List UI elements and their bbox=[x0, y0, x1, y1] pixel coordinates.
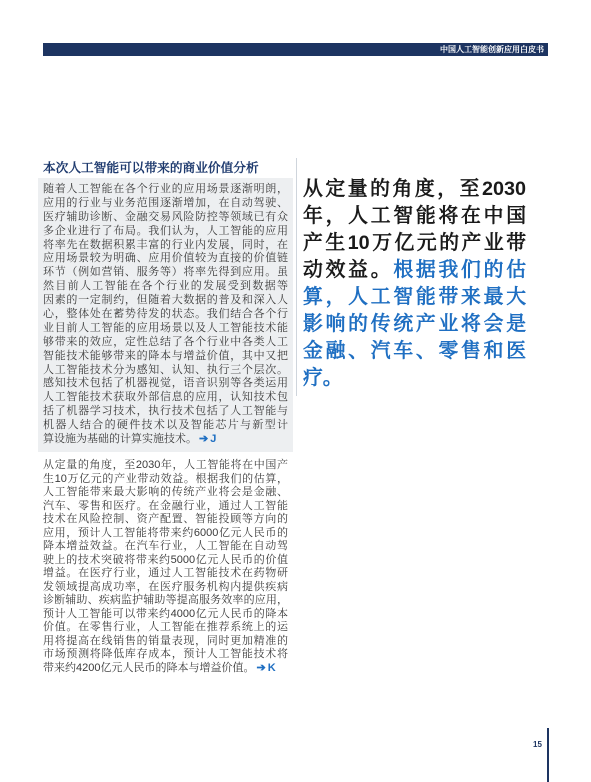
pull-quote-line bbox=[303, 338, 526, 365]
text-line: 感知技术包括了机器视觉，语音识别等各类运用 bbox=[43, 377, 288, 390]
text-line: 智能技术能够带来的降本与增益价值，其中又把 bbox=[43, 349, 288, 362]
text-line bbox=[43, 433, 288, 447]
text-line: 汽车、零售和医疗。在金融行业，通过人工智能 bbox=[43, 499, 288, 512]
highlight-box bbox=[38, 178, 293, 452]
body-paragraph-lines bbox=[43, 459, 288, 662]
exhibit-reference-label: J bbox=[210, 433, 217, 446]
text-line: 预计人工智能可以带来约4000亿元人民币的降本 bbox=[43, 607, 288, 620]
text-line: 市场预测将降低库存成本，预计人工智能技术将 bbox=[43, 648, 288, 660]
pull-quote-line bbox=[303, 257, 526, 284]
text-line-content: 带来约4200亿元人民币的降本与增益价值。 bbox=[43, 661, 255, 674]
pull-quote-highlight: 算，人工智能带来最大 bbox=[303, 286, 526, 308]
text-line: 随着人工智能在各个行业的应用场景逐渐明朗， bbox=[43, 183, 288, 195]
text-line: 将率先在数据积累丰富的行业内发展，同时，在 bbox=[43, 238, 288, 251]
pull-quote bbox=[303, 176, 526, 392]
exhibit-reference-label: K bbox=[267, 661, 276, 674]
text-line: 应用，预计人工智能将带来约6000亿元人民币的 bbox=[43, 526, 288, 539]
text-line: 心，整体处在蓄势待发的状态。我们结合各个行 bbox=[43, 308, 288, 321]
text-line: 从定量的角度，至2030年，人工智能将在中国产 bbox=[43, 459, 288, 471]
exhibit-reference-link-j[interactable] bbox=[197, 433, 216, 445]
text-line: 人工智能技术获取外部信息的应用，认知技术包 bbox=[43, 391, 288, 404]
text-line: 生10万亿元的产业带动效益。根据我们的估算， bbox=[43, 472, 288, 485]
page-number: 15 bbox=[533, 740, 542, 749]
pull-quote-line bbox=[303, 284, 526, 311]
text-line: 用将提高在线销售的销量表现，同时更加精准的 bbox=[43, 634, 288, 647]
text-line: 业目前人工智能的应用场景以及人工智能技术能 bbox=[43, 321, 288, 334]
text-line: 应用场景较为明确、应用价值较为直接的价值链 bbox=[43, 252, 288, 265]
text-line: 发领域提高成功率，在医疗服务机构内提供疾病 bbox=[43, 580, 288, 593]
pull-quote-highlight: 金融、汽车、零售和医 bbox=[303, 340, 526, 362]
section-heading: 本次人工智能可以带来的商业价值分析 bbox=[43, 161, 259, 175]
text-line: 医疗辅助诊断、金融交易风险防控等领域已有众 bbox=[43, 210, 288, 223]
page-number-rule bbox=[547, 728, 549, 782]
pull-quote-highlight: 根据我们的估 bbox=[393, 259, 526, 281]
text-line: 应用的行业与业务范围逐渐增加，在自动驾驶、 bbox=[43, 196, 288, 209]
pull-quote-text: 产生10万亿元的产业带 bbox=[303, 232, 526, 254]
pull-quote-line bbox=[303, 365, 526, 392]
text-line: 价值。在零售行业，人工智能在推荐系统上的运 bbox=[43, 621, 288, 633]
pull-quote-line bbox=[303, 311, 526, 338]
exhibit-reference-link-k[interactable] bbox=[254, 662, 275, 674]
text-line-content: 算设施为基础的计算实施技术。 bbox=[43, 433, 197, 446]
text-line: 多企业进行了布局。我们认为，人工智能的应用 bbox=[43, 224, 288, 237]
box-paragraph-lines bbox=[43, 183, 288, 433]
text-line: 机器人结合的硬件技术以及智能芯片与新型计 bbox=[43, 419, 288, 432]
pull-quote-highlight: 疗。 bbox=[303, 367, 343, 389]
document-title: 中国人工智能创新应用白皮书 bbox=[440, 45, 544, 54]
text-line: 降本增益效益。在汽车行业，人工智能在自动驾 bbox=[43, 540, 288, 552]
text-line: 然目前人工智能在各个行业的发展受到数据等 bbox=[43, 280, 288, 293]
box-paragraph bbox=[43, 183, 288, 447]
arrow-right-icon: ➔ bbox=[199, 433, 209, 446]
text-line: 因素的一定制约，但随着大数据的普及和深入人 bbox=[43, 294, 288, 307]
pull-quote-highlight: 影响的传统产业将会是 bbox=[303, 313, 526, 335]
pull-quote-line bbox=[303, 176, 526, 203]
text-line: 括了机器学习技术，执行技术包括了人工智能与 bbox=[43, 405, 288, 418]
arrow-right-icon: ➔ bbox=[256, 661, 266, 674]
pull-quote-text: 年，人工智能将在中国 bbox=[303, 205, 526, 227]
text-line: 诊断辅助、疾病监护辅助等提高服务效率的应用， bbox=[43, 594, 288, 606]
pull-quote-text: 动效益。 bbox=[303, 259, 394, 281]
text-line bbox=[43, 662, 288, 676]
text-line: 增益。在医疗行业，通过人工智能技术在药物研 bbox=[43, 567, 288, 579]
text-line: 环节（例如营销、服务等）将率先得到应用。虽 bbox=[43, 266, 288, 279]
header-bar bbox=[43, 43, 548, 56]
pull-quote-text: 从定量的角度，至2030 bbox=[303, 178, 526, 200]
text-line: 驶上的技术突破将带来约5000亿元人民币的价值 bbox=[43, 553, 288, 566]
pull-quote-line bbox=[303, 203, 526, 230]
body-paragraph bbox=[43, 459, 288, 675]
text-line: 够带来的效应，定性总结了各个行业中各类人工 bbox=[43, 335, 288, 348]
text-line: 人工智能带来最大影响的传统产业将会是金融、 bbox=[43, 486, 288, 498]
pull-quote-line bbox=[303, 230, 526, 257]
text-line: 人工智能技术分为感知、认知、执行三个层次。 bbox=[43, 363, 288, 376]
text-line: 技术在风险控制、资产配置、智能投顾等方向的 bbox=[43, 513, 288, 525]
vertical-divider bbox=[296, 158, 297, 396]
